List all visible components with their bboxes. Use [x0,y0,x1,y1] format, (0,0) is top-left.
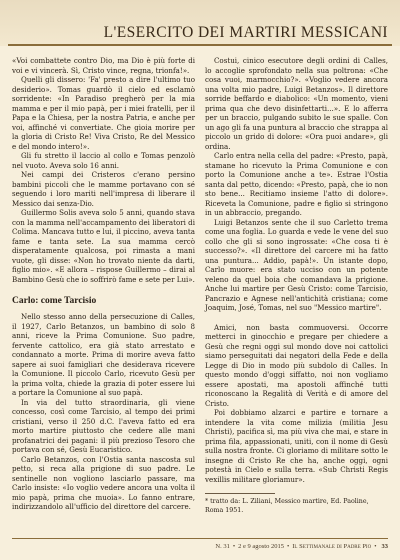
spacer [205,313,388,323]
paragraph: Nei campi dei Cristeros c'erano persino bambini piccoli che le mamme portavano con sé seguendo i loro mariti nell'impresa di liberare il Messico dai senza-Dio. [12,170,195,208]
issue-date: 2 e 9 agosto 2015 [238,543,284,550]
paragraph: Gli fu stretto il laccio al collo e Tomas penzolò nel vuoto. Aveva solo 16 anni. [12,151,195,170]
paragraph: Quelli gli dissero: 'Fa' presto a dire l'ultimo tuo desiderio». Tomas guardò il cielo ed esclamò sorridente: «In Paradiso pregherò per la mia mamma e per il mio papà, per i miei fratelli, per il Papa e la Chiesa, per la nostra Patria, e anche per voi, affinché vi convertiate. Che gioia morire per la gloria di Cristo Re! Viva Cristo, Re del Messico e del mondo intero!». [12,75,195,151]
paragraph: In via del tutto straordinaria, gli viene concesso, così come Tarcisio, al tempo dei primi cristiani, verso il 250 d.C. l'aveva fatto ed era morto martire piuttosto che cedere alle mani profanatrici dei pagani: il più prezioso Tesoro che portava con sé, Gesù Eucaristico. [12,397,195,454]
section-heading: Carlo: come Tarcisio [12,296,97,306]
issue-number: N. 31 [215,543,230,550]
page-number: 33 [381,543,388,550]
page-footer: N. 31 • 2 e 9 agosto 2015 • Il Settimanale di Padre Pio • 33 [215,543,388,550]
running-title: L'ESERCITO DEI MARTIRI MESSICANI [103,24,388,41]
left-column [12,56,195,526]
paragraph: Carlo Betanzos, con l'Ostia santa nascosta sul petto, si reca alla prigione di suo padre. Le sentinelle non vogliono lasciarlo passare, ma Carlo insiste: «Io voglio vedere ancora una volta il mio papà, prima che muoia». Lo fanno entrare, indirizzandolo all'ufficio del direttore del carcere. [12,454,195,511]
publication-name: Il Settimanale di Padre Pio [292,543,372,550]
footnote-rule [205,493,275,494]
paragraph: Costui, cinico esecutore degli ordini di Calles, lo accoglie sprofondato nella sua poltrona: «Che cosa vuoi, marmocchio?». «Voglio vedere ancora una volta mio padre, Luigi Betanzos». Il direttore sorride beffardo e diabolico: «Un momento, vieni prima qua che devo disinfettarti...». E lo afferra per un braccio, pulgando subito le sue spalle. Con un ago gli fa una puntura al braccio che strappa al piccolo un grido di dolore: «Ora puoi andare», gli ordina. [205,56,388,151]
paragraph: «Voi combattete contro Dio, ma Dio è più forte di voi e vi vincerà. Sì, Cristo vince, regna, trionfa!». [12,56,195,75]
paragraph: Nello stesso anno della persecuzione di Calles, il 1927, Carlo Betanzos, un bambino di solo 8 anni, riceve la Prima Comunione. Suo padre, fervente cattolico, era già stato arrestato e condannato a morte. Prima di morire aveva fatto sapere ai suoi famigliari che desiderava ricevere la Comunione. Il piccolo Carlo, ricevuto Gesù per la prima volta, chiede la grazia di poter essere lui a portare la Comunione al suo papà. [12,312,195,397]
footnote: * tratto da: L. Ziliani, Messico martire, Ed. Paoline, Roma 1951. [205,498,369,514]
right-column [205,56,388,526]
paragraph: Amici, non basta commuoversi. Occorre metterci in ginocchio e pregare per chiedere a Gesù che regni oggi sul mondo dove noi cattolici siamo perseguitati dai negatori della Fede e della Legge di Dio in modo più subdolo di Calles. In questo mondo d'oggi siffatto, noi non vogliamo essere apostati, ma apostoli affinché tutti riconoscano la Regalità di Verità e di amore del Cristo. [205,322,388,408]
paragraph: Carlo entra nella cella del padre: «Presto, papà, stamane ho ricevuto la Prima Comunione e con porto la Comunione anche a te». Estrae l'Ostia santa dal petto, dicendo: «Presto, papà, che io non sto bene... Recitiamo insieme l'atto di dolore». Riceveta la Comunione, padre e figlio si stringono in un abbraccio, pregando. [205,151,388,217]
footer-rule [12,538,388,539]
paragraph: Luigi Betanzos sente che il suo Carletto trema come una foglia. Lo guarda e vede le vene del suo collo che gli si sono ingrossate: «Che cosa ti è successo?». «Il direttore del carcere mi ha fatto una puntura... Addio, papà!». Un istante dopo, Carlo muore: era stato ucciso con un potente veleno da quel boia che comandava la prigione. Anche lui martire per Gesù Cristo: come Tarcisio, Pancrazio e Agnese nell'antichità cristiana; come Joaquim, José, Tomas, nel suo "Messico martire". [205,217,388,312]
paragraph: Guillermo Solis aveva solo 5 anni, quando stava con la mamma nell'accampamento dei liberatori di Colima. Mancava tutto e lui, il piccino, aveva tanta fame e tanta sete. La sua mamma cercò disperatamente qualcosa, poi rimasta a mani vuote, gli disse: «Non ho trovato niente da darti, figlio mio». «E allora – rispose Guillermo – dirai al Bambino Gesù che io soffrirò fame e sete per Lui». [12,208,195,284]
paragraph: Poi dobbiamo alzarci e partire e tornare a intendere la vita come milizia (militia Jesu Christi), pacifica sì, ma più viva che mai, e stare in prima fila, appassionati, uniti, con il nome di Gesù sulla nostra fronte. Ci gloriamo di militare sotto le insegne di Cristo Re che ha, anche oggi, ogni potestà in Cielo e sulla terra. «Sub Christi Regis vexillis militare gloriamur». [205,408,388,484]
header-rule [8,44,392,46]
article-body [12,56,388,526]
